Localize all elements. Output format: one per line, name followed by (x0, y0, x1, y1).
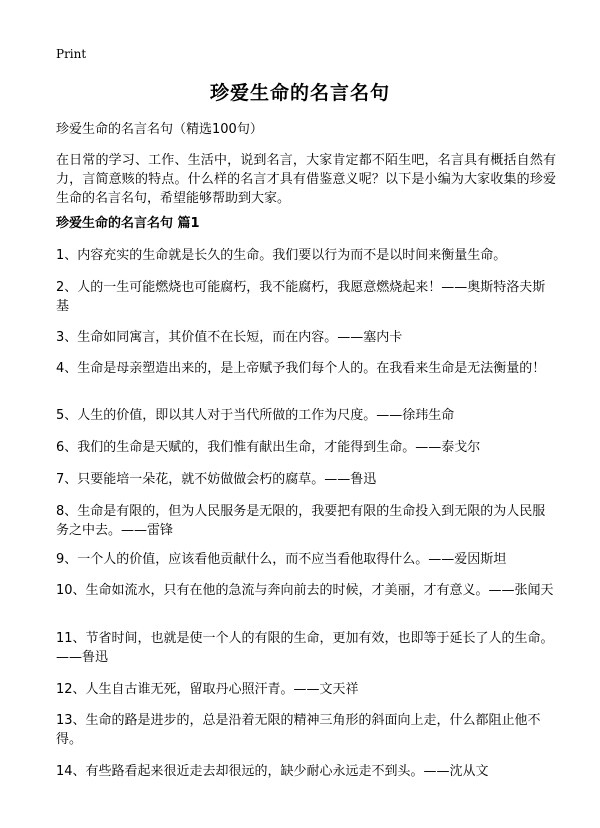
print-label: Print (56, 47, 87, 61)
quote-item: 8、生命是有限的，但为人民服务是无限的，我要把有限的生命投入到无限的为人民服务之中去。——雷锋 (56, 504, 546, 538)
quote-item: 6、我们的生命是天赋的，我们惟有献出生命，才能得到生命。——泰戈尔 (56, 440, 481, 455)
quote-item: 14、有些路看起来很近走去却很远的，缺少耐心永远走不到头。——沈从文 (56, 764, 489, 779)
quote-item: 1、内容充实的生命就是长久的生命。我们要以行为而不是以时间来衡量生命。 (56, 248, 507, 263)
subtitle: 珍爱生命的名言名句（精选100句） (56, 122, 263, 137)
quote-item: 11、节省时间，也就是使一个人的有限的生命，更加有效，也即等于延长了人的生命。——鲁迅 (56, 631, 554, 665)
quote-item: 3、生命如同寓言，其价值不在长短，而在内容。——塞内卡 (56, 330, 403, 345)
quote-item: 2、人的一生可能燃烧也可能腐朽，我不能腐朽，我愿意燃烧起来！——奥斯特洛夫斯基 (56, 280, 546, 314)
section-heading: 珍爱生命的名言名句 篇1 (56, 216, 200, 231)
quote-item: 12、人生自古谁无死，留取丹心照汗青。——文天祥 (56, 682, 359, 697)
page-title: 珍爱生命的名言名句 (209, 82, 390, 104)
quote-item: 10、生命如流水，只有在他的急流与奔向前去的时候，才美丽，才有意义。——张闻天 (56, 583, 554, 598)
quote-item: 5、人生的价值，即以其人对于当代所做的工作为尺度。——徐玮生命 (56, 408, 455, 423)
quote-item: 13、生命的路是进步的，总是沿着无限的精神三角形的斜面向上走，什么都阻止他不得。 (56, 713, 541, 747)
quote-item: 4、生命是母亲塑造出来的，是上帝赋予我们每个人的。在我看来生命是无法衡量的！ (56, 361, 546, 376)
quote-item: 9、一个人的价值，应该看他贡献什么，而不应当看他取得什么。——爱因斯坦 (56, 552, 507, 567)
intro-paragraph: 在日常的学习、工作、生活中，说到名言，大家肯定都不陌生吧，名言具有概括自然有力，言简意赅的特点。什么样的名言才具有借鉴意义呢？以下是小编为大家收集的珍爱生命的名言名句，希望能够帮助到大家。 (56, 153, 556, 206)
quote-item: 7、只要能培一朵花，就不妨做做会朽的腐草。——鲁迅 (56, 472, 377, 487)
